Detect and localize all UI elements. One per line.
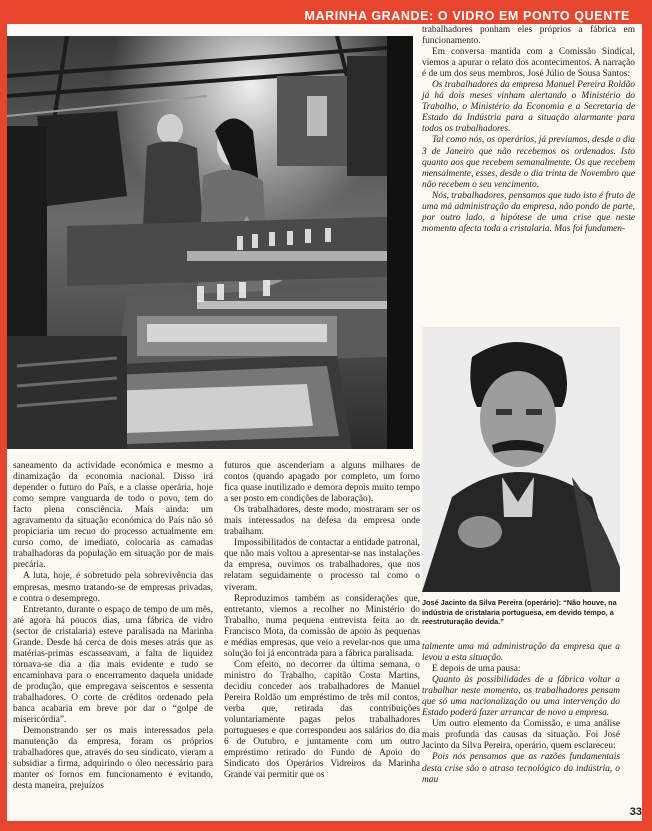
quote-paragraph: talmente uma má administração da empresa que a levou a esta situação. xyxy=(422,642,620,664)
paragraph: Entretanto, durante o espaço de tempo de um mês, até agora há poucos dias, uma fábrica de vidro (sector de cristalaria) esteve paralisada na Marinha Grande. Desde há cerca de dois meses atrás que as matérias-primas escasseavam, a falta de liquidez tornava-se dia a dia mais evidente e tudo se encaminhava para o encerramento daquela unidade de produção, que empregava seiscentos e sessenta trabalhadores. O corte de créditos ordenado pela banca acabaria em breve por dar o “golpe de misericórdia”. xyxy=(13,604,213,726)
article-column-3 xyxy=(422,642,620,786)
article-column-2 xyxy=(224,461,420,781)
quote-paragraph: Pois nós pensamos que as razões fundamentais desta crise são o atraso tecnológico da indústria, o mau xyxy=(422,752,620,785)
paragraph: A luta, hoje, é sobretudo pela sobrevivência das empresas, mesmo tratando-se de empresas privadas, e contra o desemprego. xyxy=(13,571,213,604)
quote-paragraph: Tal como nós, os operários, já prevíamos, desde o dia 3 de Janeiro que não recebemos os ordenados. Isto quanto aos que recebem semanalmente. Os que recebem mensalmente, esses, desde o dia trinta de Novembro que não recebem o seu vencimento. xyxy=(422,135,635,190)
paragraph: Demonstrando ser os mais interessados pela manutenção da empresa, foram os próprios trabalhadores que, através do seu sindicato, vieram a subsidiar a firma, adquirindo o óleo necessário para manter os fornos em funcionamento e evitando, desta maneira, prejuízos xyxy=(13,726,213,792)
paragraph: Reproduzimos também as considerações que, entretanto, viemos a recolher no Ministério do Trabalho, numa pequena entrevista feita ao dr. Francisco Mota, da comissão de apoio às pequenas e médias empresas, que veio a revelar-nos que uma solução foi já encontrada para a fábrica paralisada. xyxy=(224,593,420,659)
magazine-page xyxy=(7,24,642,821)
article-column-top-right xyxy=(422,25,635,235)
paragraph: Um outro elemento da Comissão, e uma análise mais profunda das causas da situação. Foi José Jacinto da Silva Pereira, operário, quem esclareceu: xyxy=(422,719,620,752)
quote-paragraph: Nós, trabalhadores, pensamos que tudo isto é fruto de uma má administração da empresa, não pondo de parte, por outro lado, a hipótese de uma crise que neste momento afecta toda a cristalaria. Mas foi fundamen- xyxy=(422,190,635,234)
article-header-title: MARINHA GRANDE: O VIDRO EM PONTO QUENTE xyxy=(304,9,630,23)
paragraph: Impossibilitados de contactar a entidade patronal, que não mais voltou a apresentar-se nas instalações da empresa, ouvimos os trabalhadores, que nos relatam seguidamente o processo tal como o viveram. xyxy=(224,538,420,593)
paragraph: saneamento da actividade económica e mesmo a dinamização da economia nacional. Disso irá depender o futuro do País, e a classe operária, hoje como sempre vanguarda de todo o povo, tem do facto plena consciência. Mais ainda: um agravamento da situação económica do País não só propiciaria um recuo do processo actualmente em curso como, de imediato, colocaria as camadas trabalhadoras da população em situação por de mais precária. xyxy=(13,461,213,571)
paragraph: Os trabalhadores, deste modo, mostraram ser os mais interessados na defesa da empresa onde trabalham. xyxy=(224,505,420,538)
paragraph: Com efeito, no decorrer da última semana, o ministro do Trabalho, capitão Costa Martins, decidiu conceder aos trabalhadores de Manuel Pereira Roldão um empréstimo de três mil contos, verba que, retirada das contribuições voluntariamente pagas pelos trabalhadores portugueses e que correspondeu aos salários do dia 6 de Outubro, e juntamente com um outro empréstimo retirado do Fundo de Apoio do Sindicato dos Operários Vidreiros da Marinha Grande vai permitir que os xyxy=(224,659,420,781)
quote-paragraph: Os trabalhadores da empresa Manuel Pereira Roldão já há dois meses vinham alertando o Ministério do Trabalho, o Ministério da Economia e a Secretaria de Estado da Indústria para a situação alarmante para todos os trabalhadores. xyxy=(422,80,635,135)
page-number: 33 xyxy=(629,806,642,818)
factory-workers-photo-icon xyxy=(7,36,413,449)
portrait-photo-icon xyxy=(422,327,620,592)
paragraph: E depois de uma pausa: xyxy=(432,664,521,675)
paragraph: trabalhadores ponham eles próprios a fábrica em funcionamento. xyxy=(422,25,635,47)
portrait-photo xyxy=(422,327,620,592)
quote-paragraph: Quanto às possibilidades de a fábrica voltar a trabalhar neste momento, os trabalhadores pensam que só uma nacionalização ou uma intervenção do Estado poderá fazer arrancar de novo a empresa. xyxy=(422,675,620,719)
paragraph: futuros que ascenderiam a alguns milhares de contos (quando apagado por completo, um forno fica quase inutilizado e demora depois muito tempo a ser posto em condições de laboração). xyxy=(224,461,420,505)
article-column-1 xyxy=(13,461,213,792)
factory-photo xyxy=(7,36,413,449)
photo-caption: José Jacinto da Silva Pereira (operário): “Não houve, na indústria de cristalaria portuguesa, em devido tempo, a reestruturação devida.” xyxy=(422,598,617,627)
paragraph: Em conversa mantida com a Comissão Sindical, viemos a apurar o relato dos acontecimentos. A narração é de um dos seus membros, José Júlio de Sousa Santos: xyxy=(422,47,635,80)
